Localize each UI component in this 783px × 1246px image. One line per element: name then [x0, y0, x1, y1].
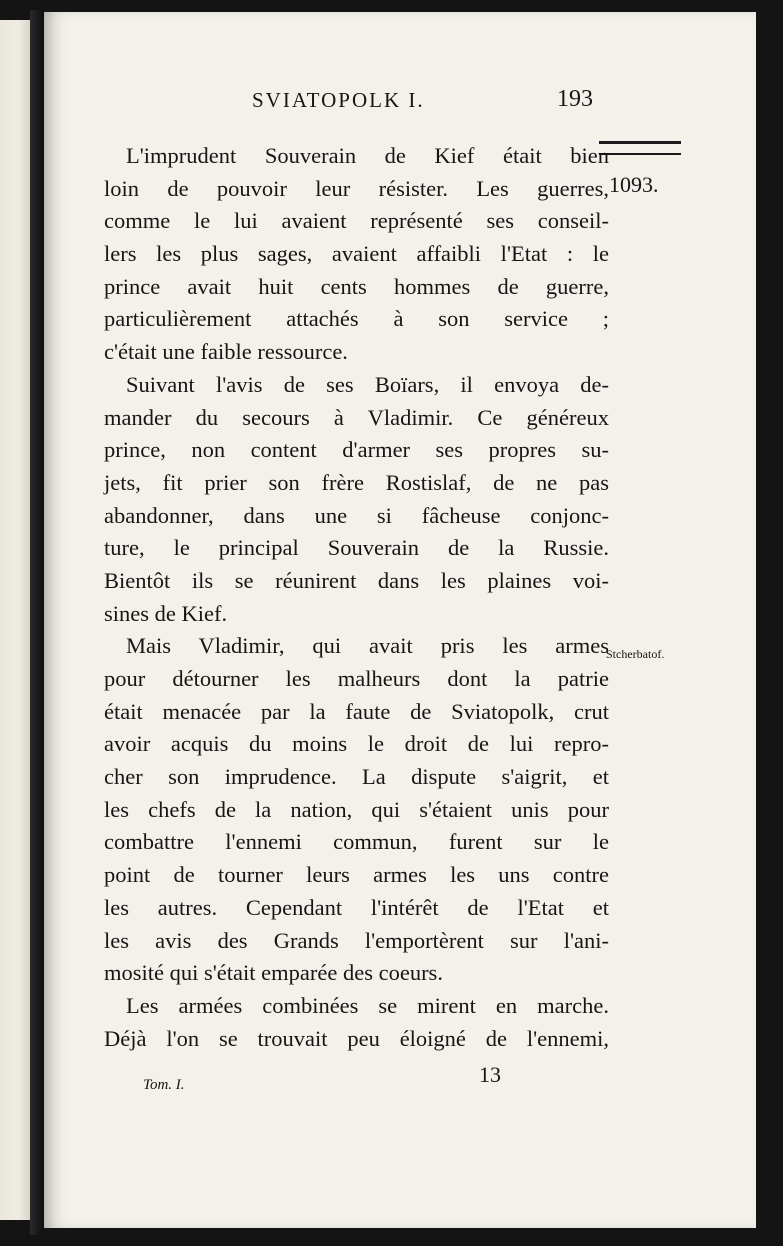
page-number: 193 [557, 86, 593, 112]
book-gutter [30, 10, 44, 1235]
text-line: prince, non content d'armer ses propres su- [104, 437, 609, 463]
previous-page-edge [0, 20, 30, 1220]
text-line: ture, le principal Souverain de la Russie. [104, 535, 609, 561]
text-line: cher son imprudence. La dispute s'aigrit, et [104, 764, 609, 790]
text-line: prince avait huit cents hommes de guerre, [104, 273, 609, 299]
gathering-number: 13 [479, 1062, 501, 1087]
text-line: les chefs de la nation, qui s'étaient unis pour [104, 796, 609, 822]
text-line: Mais Vladimir, qui avait pris les armes [126, 633, 609, 659]
text-line: Bientôt ils se réunirent dans les plaines voi- [104, 567, 609, 593]
text-line: point de tourner leurs armes les uns contre [104, 862, 609, 888]
text-line: mander du secours à Vladimir. Ce généreux [104, 404, 609, 430]
margin-year: 1093. [609, 172, 659, 197]
book-page [44, 12, 756, 1228]
signature-mark: Tom. I. [143, 1077, 185, 1093]
text-line: comme le lui avaient représenté ses conseil- [104, 208, 609, 234]
text-line: les autres. Cependant l'intérêt de l'Etat et [104, 894, 609, 920]
text-line: particulièrement attachés à son service ; [104, 306, 609, 332]
margin-rule [599, 141, 681, 155]
margin-source-note: Stcherbatof. [606, 647, 665, 661]
text-line: les avis des Grands l'emportèrent sur l'ani- [104, 927, 609, 953]
text-line: Suivant l'avis de ses Boïars, il envoya de- [126, 371, 609, 397]
text-line: était menacée par la faute de Sviatopolk, crut [104, 698, 609, 724]
text-line: abandonner, dans une si fâcheuse conjonc- [104, 502, 609, 528]
text-line: pour détourner les malheurs dont la patrie [104, 666, 609, 691]
running-title: SVIATOPOLK I. [252, 88, 425, 112]
text-line: Les armées combinées se mirent en marche. [126, 992, 609, 1018]
text-line: c'était une faible ressource. [104, 339, 348, 365]
text-line: L'imprudent Souverain de Kief était bien [126, 143, 609, 168]
body-text [104, 140, 609, 1055]
text-line: mosité qui s'était emparée des coeurs. [104, 960, 443, 986]
text-line: loin de pouvoir leur résister. Les guerres, [104, 175, 609, 201]
text-line: sines de Kief. [104, 600, 228, 626]
text-line: lers les plus sages, avaient affaibli l'Etat : le [104, 241, 609, 267]
text-line: jets, fit prier son frère Rostislaf, de ne pas [104, 469, 609, 495]
text-line: avoir acquis du moins le droit de lui repro- [104, 731, 609, 757]
text-line: combattre l'ennemi commun, furent sur le [104, 829, 609, 855]
text-line: Déjà l'on se trouvait peu éloigné de l'ennemi, [104, 1025, 609, 1051]
